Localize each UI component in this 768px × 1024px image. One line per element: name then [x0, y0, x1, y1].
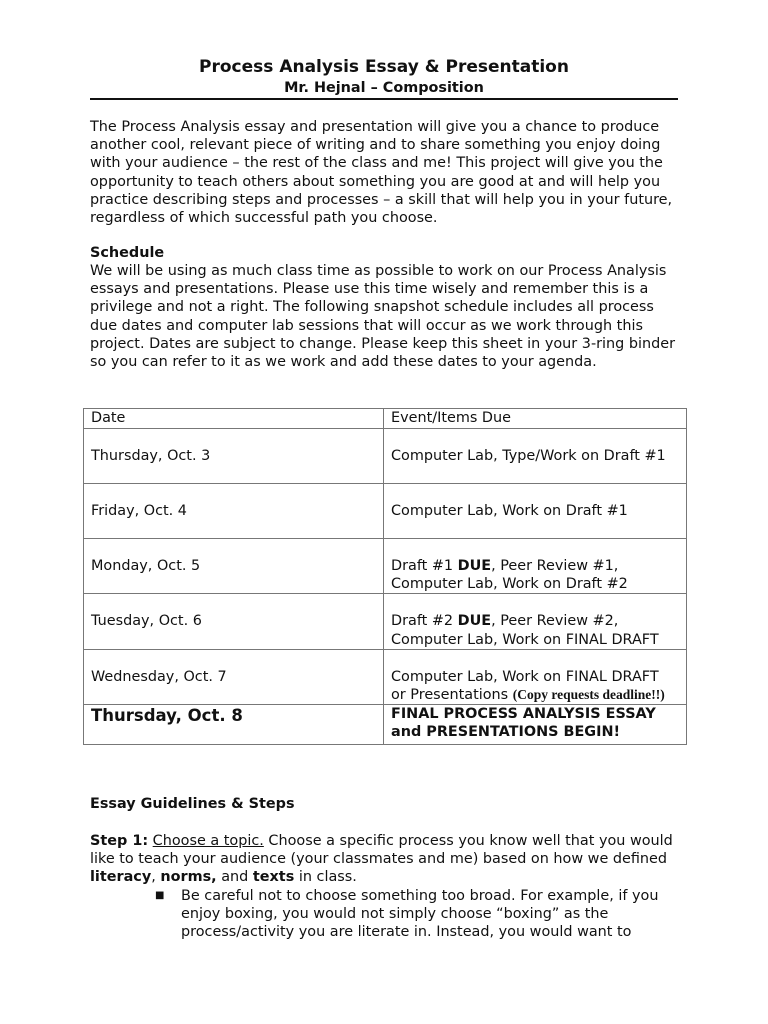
step-text-end: in class. — [294, 869, 357, 886]
step-topic: Choose a topic. — [152, 833, 264, 849]
date-cell — [84, 429, 384, 484]
date-text: Wednesday, Oct. 7 — [91, 668, 227, 685]
date-text: Tuesday, Oct. 6 — [91, 613, 202, 630]
date-cell — [84, 705, 384, 745]
event-text-b: , Peer Review #2, — [491, 613, 619, 630]
table-header-row — [84, 409, 687, 429]
table-row — [84, 649, 687, 704]
date-text: Thursday, Oct. 3 — [91, 448, 211, 464]
date-cell — [84, 649, 384, 704]
date-cell — [84, 539, 384, 594]
schedule-paragraph: We will be using as much class time as possible to work on our Process Analysis essays and presentations. Please use this time wisely and remember this is a privilege and not a right. The following snapshot schedule includes all process due dates and computer lab sessions that will occur as we work through this project. Dates are subject to change. Please keep this sheet in your 3-ring binder so you can refer to it as we work and add these dates to your agenda. — [90, 263, 676, 371]
event-text: Computer Lab, Work on Draft #1 — [391, 503, 628, 519]
event-cell — [384, 594, 687, 649]
page-title: Process Analysis Essay & Presentation — [199, 57, 569, 77]
table-row — [84, 705, 687, 745]
table-row — [84, 429, 687, 484]
step-1-paragraph — [90, 832, 678, 887]
guidelines-heading: Essay Guidelines & Steps — [90, 796, 295, 812]
intro-paragraph: The Process Analysis essay and presentation will give you a chance to produce another cool, relevant piece of writing and to share something you enjoy doing with your audience – the rest of the class and me! This project will give you the opportunity to teach others about something you are good at and will help you practice describing steps and processes – a skill that will help you in your future, regardless of which successful path you choose. — [90, 119, 673, 227]
schedule-heading: Schedule — [90, 245, 165, 261]
event-text: Computer Lab, Type/Work on Draft #1 — [391, 448, 666, 464]
table-row — [84, 539, 687, 594]
event-text-a: Draft #1 — [391, 558, 458, 574]
separator: and — [216, 869, 253, 886]
table-row — [84, 594, 687, 649]
page-subtitle: Mr. Hejnal – Composition — [284, 80, 484, 96]
term-texts: texts — [252, 869, 295, 886]
event-cell — [384, 649, 687, 704]
title-divider — [90, 98, 678, 100]
event-text-b: and PRESENTATIONS BEGIN! — [391, 724, 621, 741]
due-label: DUE — [457, 613, 492, 630]
event-text-b: , Peer Review #1, — [491, 558, 619, 574]
event-text-a: Draft #2 — [391, 613, 458, 630]
event-text-c: Computer Lab, Work on Draft #2 — [391, 576, 628, 593]
schedule-table — [83, 408, 687, 745]
bullet-item: Be careful not to choose something too broad. For example, if you enjoy boxing, you would not simply choose “boxing” as the process/activity you are literate in. Instead, you would want to — [181, 888, 659, 941]
event-text — [391, 539, 686, 593]
date-text: Thursday, Oct. 8 — [91, 706, 243, 726]
event-text-a: FINAL PROCESS ANALYSIS ESSAY — [391, 706, 656, 723]
event-text-c: Computer Lab, Work on FINAL DRAFT — [391, 631, 659, 648]
column-header-event: Event/Items Due — [384, 409, 687, 429]
table-row — [84, 484, 687, 539]
date-text: Monday, Oct. 5 — [91, 558, 201, 574]
event-cell — [384, 705, 687, 745]
due-label: DUE — [457, 558, 492, 574]
event-text — [391, 594, 686, 648]
event-text-a: Computer Lab, Work on FINAL DRAFT — [391, 668, 659, 685]
date-cell — [84, 594, 384, 649]
event-text — [391, 650, 686, 704]
event-cell — [384, 539, 687, 594]
separator: , — [151, 869, 161, 886]
step-text: Choose a specific process you know well that you would like to teach your audience (your classmates and me) based on how we defined — [90, 833, 673, 868]
term-norms: norms, — [160, 869, 217, 886]
date-cell — [84, 484, 384, 539]
term-literacy: literacy — [90, 869, 152, 886]
deadline-note: (Copy requests deadline!!) — [512, 687, 665, 703]
date-text: Friday, Oct. 4 — [91, 503, 187, 519]
event-cell — [384, 429, 687, 484]
event-cell — [384, 484, 687, 539]
event-text — [391, 705, 686, 741]
event-text-b: or Presentations — [391, 687, 513, 704]
column-header-date: Date — [84, 409, 384, 429]
square-bullet-icon: ■ — [155, 890, 165, 901]
step-label: Step 1: — [90, 833, 149, 849]
